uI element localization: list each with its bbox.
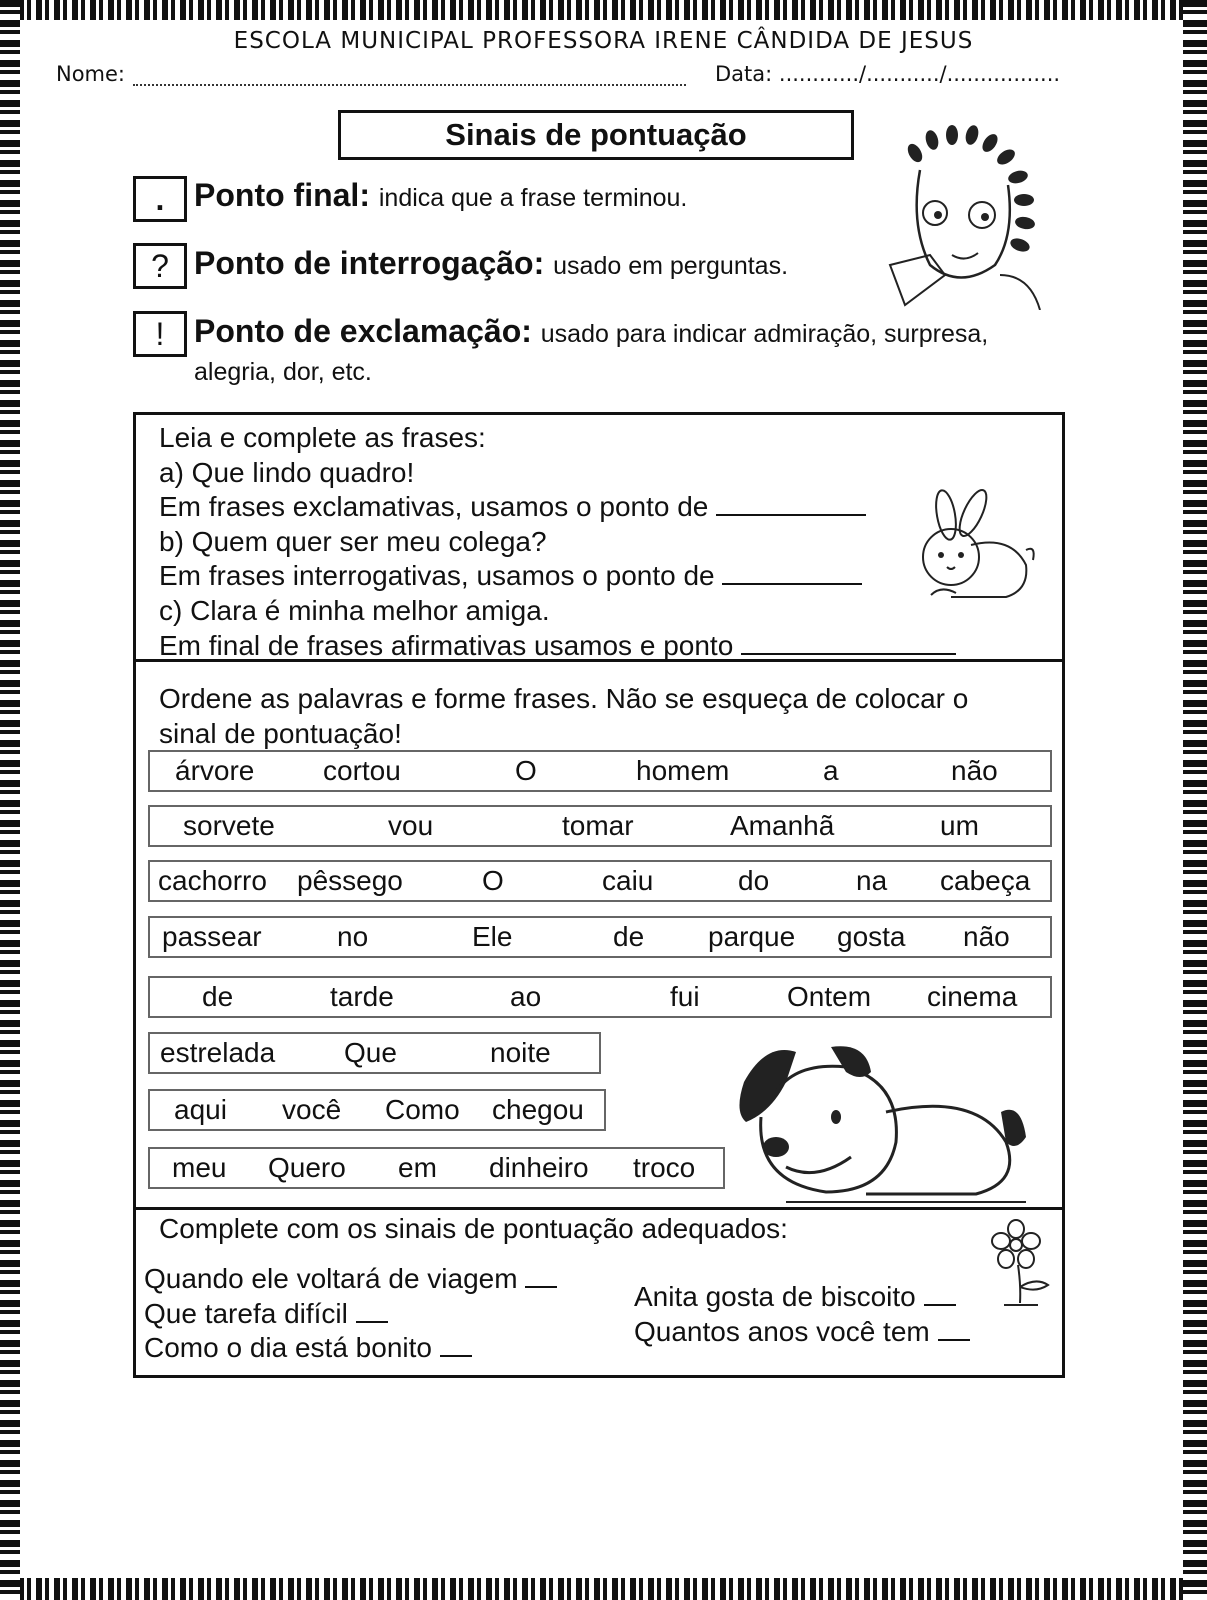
punct-blank-4[interactable] bbox=[924, 1282, 956, 1306]
question-definition bbox=[194, 245, 788, 282]
answer-blank-c[interactable] bbox=[741, 629, 956, 655]
word: O bbox=[515, 755, 537, 786]
question-symbol: ? bbox=[151, 248, 169, 284]
punct-item-1-text: Quando ele voltará de viagem bbox=[144, 1263, 518, 1294]
exercise-punctuation bbox=[133, 1207, 1065, 1378]
period-desc: indica que a frase terminou. bbox=[378, 184, 688, 212]
word: ao bbox=[510, 981, 542, 1012]
word-row-7 bbox=[148, 1089, 606, 1131]
punct-item-5-text: Quantos anos você tem bbox=[634, 1315, 930, 1347]
word-row-4 bbox=[148, 916, 1052, 958]
punct-blank-3[interactable] bbox=[440, 1333, 472, 1357]
word: um bbox=[940, 810, 979, 841]
punct-item-2 bbox=[144, 1297, 557, 1332]
word: cinema bbox=[927, 981, 1018, 1012]
punct-item-3-text: Como o dia está bonito bbox=[144, 1332, 432, 1364]
word: troco bbox=[633, 1152, 696, 1183]
exercise-order-words bbox=[133, 659, 1065, 1210]
name-field[interactable] bbox=[56, 62, 686, 86]
sentence-c: c) Clara é minha melhor amiga. bbox=[159, 594, 550, 626]
question-a-text: Em frases exclamativas, usamos o ponto de bbox=[159, 491, 709, 523]
question-c bbox=[159, 629, 956, 664]
word: sorvete bbox=[183, 810, 275, 841]
exclamation-symbol-box bbox=[133, 311, 187, 357]
page-title: Sinais de pontuação bbox=[338, 110, 854, 160]
instruction-2b: sinal de pontuação! bbox=[159, 718, 402, 749]
punct-item-4-text: Anita gosta de biscoito bbox=[634, 1281, 916, 1312]
period-definition bbox=[194, 177, 687, 214]
question-symbol-box bbox=[133, 243, 187, 289]
word: você bbox=[282, 1094, 342, 1125]
word: noite bbox=[490, 1037, 551, 1068]
school-name: ESCOLA MUNICIPAL PROFESSORA IRENE CÂNDIDA DE JESUS bbox=[233, 28, 974, 54]
exclamation-desc: usado para indicar admiração, surpresa, bbox=[540, 320, 989, 348]
punct-item-3 bbox=[144, 1331, 557, 1366]
period-symbol-box bbox=[133, 176, 187, 222]
word: cachorro bbox=[158, 865, 267, 896]
sentence-b: b) Quem quer ser meu colega? bbox=[159, 525, 547, 557]
instruction-3: Complete com os sinais de pontuação adequados: bbox=[159, 1213, 788, 1244]
bunny-illustration bbox=[911, 485, 1041, 610]
answer-blank-b[interactable] bbox=[722, 559, 862, 585]
word-row-8 bbox=[148, 1147, 725, 1189]
word: gosta bbox=[837, 921, 906, 952]
instruction-1: Leia e complete as frases: bbox=[159, 422, 486, 453]
question-a bbox=[159, 490, 956, 525]
punct-item-2-text: Que tarefa difícil bbox=[144, 1297, 348, 1329]
girl-illustration bbox=[880, 125, 1060, 310]
question-b-text: Em frases interrogativas, usamos o ponto de bbox=[159, 560, 715, 592]
word: passear bbox=[162, 921, 262, 952]
word: homem bbox=[636, 755, 730, 786]
word: O bbox=[482, 865, 504, 896]
word: estrelada bbox=[160, 1037, 276, 1068]
word: cabeça bbox=[940, 865, 1031, 896]
name-label: Nome: bbox=[56, 62, 126, 86]
exclamation-definition bbox=[194, 313, 988, 350]
flower-illustration bbox=[986, 1215, 1056, 1310]
word-row-2 bbox=[148, 805, 1052, 847]
exclamation-name: Ponto de exclamação: bbox=[194, 313, 532, 349]
word-row-1 bbox=[148, 750, 1052, 792]
exclamation-symbol: ! bbox=[155, 316, 165, 352]
period-name: Ponto final: bbox=[194, 177, 370, 213]
word: Ontem bbox=[787, 981, 872, 1012]
word: tarde bbox=[330, 981, 394, 1012]
word: chegou bbox=[492, 1094, 584, 1125]
answer-blank-a[interactable] bbox=[716, 490, 866, 516]
word: parque bbox=[708, 921, 796, 952]
word-row-5 bbox=[148, 976, 1052, 1018]
instruction-2a: Ordene as palavras e forme frases. Não se esqueça de colocar o bbox=[159, 683, 969, 714]
word: caiu bbox=[602, 865, 654, 896]
word-row-3 bbox=[148, 860, 1052, 902]
punct-item-1 bbox=[144, 1262, 557, 1297]
question-c-text: Em final de frases afirmativas usamos e ponto bbox=[159, 629, 734, 661]
word: a bbox=[823, 755, 839, 786]
punct-blank-1[interactable] bbox=[525, 1264, 557, 1288]
decorative-border-top bbox=[0, 0, 1207, 20]
word: não bbox=[963, 921, 1010, 952]
sentence-a: a) Que lindo quadro! bbox=[159, 456, 415, 488]
punct-item-4 bbox=[634, 1280, 970, 1315]
word: de bbox=[202, 981, 234, 1012]
word: meu bbox=[172, 1152, 227, 1183]
word: Que bbox=[344, 1037, 397, 1068]
word: árvore bbox=[175, 755, 255, 786]
word: tomar bbox=[562, 810, 634, 841]
word: não bbox=[951, 755, 998, 786]
word-row-6 bbox=[148, 1032, 601, 1074]
period-symbol: . bbox=[155, 181, 165, 217]
word: vou bbox=[388, 810, 434, 841]
word: de bbox=[613, 921, 645, 952]
word: Quero bbox=[268, 1152, 346, 1183]
word: Ele bbox=[472, 921, 513, 952]
word: pêssego bbox=[297, 865, 403, 896]
date-field[interactable]: Data: ............/.........../................. bbox=[715, 62, 1061, 86]
punct-blank-5[interactable] bbox=[938, 1317, 970, 1341]
word: no bbox=[337, 921, 369, 952]
exercise-complete-sentences bbox=[133, 412, 1065, 662]
question-desc: usado em perguntas. bbox=[553, 252, 789, 280]
decorative-border-right bbox=[1183, 0, 1207, 1600]
word: dinheiro bbox=[489, 1152, 589, 1183]
word: Como bbox=[385, 1094, 460, 1125]
word: em bbox=[398, 1152, 437, 1183]
word: aqui bbox=[174, 1094, 227, 1125]
word: do bbox=[738, 865, 770, 896]
dog-illustration bbox=[736, 1042, 1036, 1207]
punct-blank-2[interactable] bbox=[356, 1299, 388, 1323]
word: cortou bbox=[323, 755, 401, 786]
name-blank[interactable] bbox=[133, 66, 686, 86]
exclamation-desc-continued: alegria, dor, etc. bbox=[194, 358, 372, 386]
question-name: Ponto de interrogação: bbox=[194, 245, 545, 281]
word: Amanhã bbox=[730, 810, 835, 841]
decorative-border-left bbox=[0, 0, 20, 1600]
punct-item-5 bbox=[634, 1315, 970, 1350]
word: fui bbox=[670, 981, 700, 1012]
word: na bbox=[856, 865, 888, 896]
question-b bbox=[159, 559, 956, 594]
decorative-border-bottom bbox=[0, 1578, 1207, 1600]
